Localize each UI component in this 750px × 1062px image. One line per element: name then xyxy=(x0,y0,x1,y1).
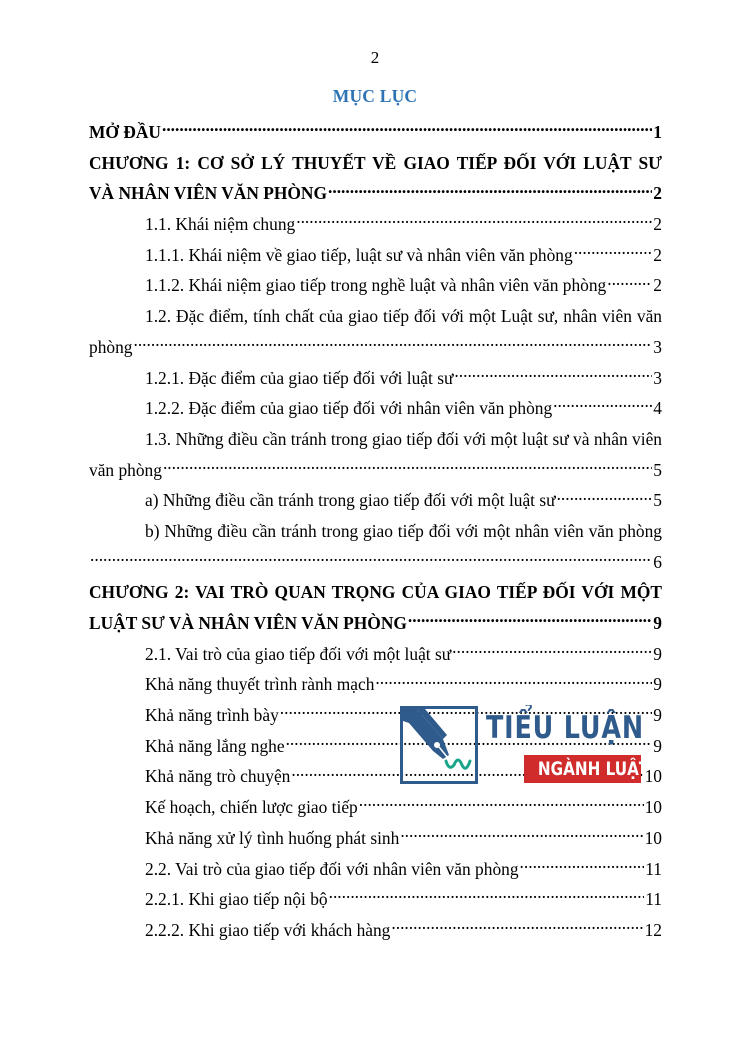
toc-entry-page: 9 xyxy=(653,674,662,695)
toc-entry-page: 10 xyxy=(644,797,662,818)
toc-entry-text: Khả năng lắng nghe xyxy=(145,735,285,756)
dot-leader xyxy=(400,826,643,843)
toc-entry-page: 11 xyxy=(645,858,662,879)
toc-entry-strategy[interactable] xyxy=(89,792,662,823)
logo-title: TIỂU LUẬN xyxy=(486,710,644,746)
toc-entry-1-3-b[interactable] xyxy=(89,516,662,547)
toc-entry-page: 9 xyxy=(653,735,662,756)
toc-entry-page: 2 xyxy=(653,214,662,235)
dot-leader xyxy=(162,121,652,138)
dot-leader xyxy=(452,642,652,659)
toc-entry-text: 1.1.1. Khái niệm về giao tiếp, luật sư và nhân viên văn phòng xyxy=(145,244,573,265)
toc-entry-page: 3 xyxy=(653,336,662,357)
toc-entry-page: 9 xyxy=(653,643,662,664)
toc-entry-text: 2.2.1. Khi giao tiếp nội bộ xyxy=(145,889,328,910)
toc-entry-page: 10 xyxy=(644,827,662,848)
fountain-pen-icon xyxy=(400,706,478,784)
toc-entry-text: 2.2.2. Khi giao tiếp với khách hàng xyxy=(145,919,391,940)
toc-entry-presentation[interactable] xyxy=(89,669,662,700)
toc-entry-page: 2 xyxy=(653,183,662,204)
toc-entry-1-2-cont[interactable] xyxy=(89,332,662,363)
toc-entry-page: 12 xyxy=(644,919,662,940)
dot-leader xyxy=(133,335,652,352)
logo-badge-text: NGÀNH LUẬT xyxy=(537,758,650,780)
toc-entry-text: MỞ ĐẦU xyxy=(89,122,161,142)
table-of-contents xyxy=(89,117,662,946)
toc-entry-chapter-1[interactable] xyxy=(89,148,662,179)
toc-entry-1-3-a[interactable] xyxy=(89,485,662,516)
toc-entry-page: 9 xyxy=(653,613,662,633)
toc-entry-1-3[interactable] xyxy=(89,424,662,455)
toc-entry-page: 9 xyxy=(653,705,662,726)
toc-entry-page: 3 xyxy=(653,367,662,388)
toc-entry-text: 1.1.2. Khái niệm giao tiếp trong nghề luật và nhân viên văn phòng xyxy=(145,275,607,296)
toc-entry-text: 1.2.2. Đặc điểm của giao tiếp đối với nhân viên văn phòng xyxy=(145,398,553,419)
toc-entry-chapter-2[interactable] xyxy=(89,577,662,608)
toc-entry-chapter-2-cont[interactable] xyxy=(89,608,662,639)
toc-entry-page: 11 xyxy=(645,889,662,910)
dot-leader xyxy=(454,366,652,383)
dot-leader xyxy=(408,612,652,629)
toc-entry-text: 1.3. Những điều cần tránh trong giao tiếp đối với một luật sư và nhân viên xyxy=(145,428,662,449)
dot-leader xyxy=(520,857,645,874)
toc-entry-chapter-1-cont[interactable] xyxy=(89,178,662,209)
toc-entry-1-1[interactable] xyxy=(89,209,662,240)
toc-entry-text: 2.2. Vai trò của giao tiếp đối với nhân viên văn phòng xyxy=(145,858,519,879)
dot-leader xyxy=(90,550,652,567)
toc-entry-text: 1.2. Đặc điểm, tính chất của giao tiếp đối với một Luật sư, nhân viên văn xyxy=(145,306,662,327)
dot-leader xyxy=(375,673,652,690)
watermark-logo xyxy=(400,705,650,785)
toc-entry-text: 1.2.1. Đặc điểm của giao tiếp đối với luật sư xyxy=(145,367,454,388)
dot-leader xyxy=(329,888,645,905)
toc-entry-situation-handling[interactable] xyxy=(89,823,662,854)
dot-leader xyxy=(553,397,652,414)
dot-leader xyxy=(607,274,652,291)
toc-entry-text: Khả năng trình bày xyxy=(145,705,279,726)
toc-entry-1-1-2[interactable] xyxy=(89,270,662,301)
toc-entry-text: VÀ NHÂN VIÊN VĂN PHÒNG xyxy=(89,183,328,204)
toc-entry-text: b) Những điều cần tránh trong giao tiếp đối với một nhân viên văn phòng xyxy=(145,520,662,541)
toc-entry-page: 5 xyxy=(653,459,662,480)
toc-entry-1-2[interactable] xyxy=(89,301,662,332)
dot-leader xyxy=(557,489,653,506)
toc-entry-page: 6 xyxy=(653,551,662,572)
logo-badge xyxy=(524,755,650,783)
toc-entry-mo-dau[interactable] xyxy=(89,117,662,148)
toc-entry-page: 2 xyxy=(653,275,662,296)
toc-entry-page: 4 xyxy=(653,398,662,419)
dot-leader xyxy=(574,243,653,260)
toc-entry-1-3-cont[interactable] xyxy=(89,455,662,486)
toc-entry-1-3-b-cont[interactable] xyxy=(89,547,662,578)
toc-entry-2-1[interactable] xyxy=(89,639,662,670)
toc-entry-page: 2 xyxy=(653,244,662,265)
toc-entry-text: Kế hoạch, chiến lược giao tiếp xyxy=(145,797,358,818)
toc-entry-text: a) Những điều cần tránh trong giao tiếp đối với một luật sư xyxy=(145,490,556,511)
dot-leader xyxy=(391,918,643,935)
toc-entry-text: Khả năng xử lý tình huống phát sinh xyxy=(145,827,400,848)
toc-entry-text: CHƯƠNG 1: CƠ SỞ LÝ THUYẾT VỀ GIAO TIẾP ĐỐI VỚI LUẬT SƯ xyxy=(89,152,662,173)
toc-entry-text: 1.1. Khái niệm chung xyxy=(145,214,296,235)
toc-entry-2-2[interactable] xyxy=(89,854,662,885)
toc-entry-2-2-2[interactable] xyxy=(89,915,662,946)
toc-entry-text: Khả năng trò chuyện xyxy=(145,766,291,787)
toc-title: MỤC LỤC xyxy=(332,86,418,106)
toc-entry-1-2-1[interactable] xyxy=(89,363,662,394)
toc-entry-text: văn phòng xyxy=(89,459,162,480)
toc-entry-1-1-1[interactable] xyxy=(89,240,662,271)
dot-leader xyxy=(163,458,652,475)
toc-entry-text: 2.1. Vai trò của giao tiếp đối với một luật sư xyxy=(145,643,452,664)
page-number: 2 xyxy=(370,48,380,67)
dot-leader xyxy=(296,213,652,230)
toc-entry-text: phòng xyxy=(89,336,133,357)
toc-entry-text: Khả năng thuyết trình rành mạch xyxy=(145,674,375,695)
dot-leader xyxy=(359,796,644,813)
toc-entry-text: CHƯƠNG 2: VAI TRÒ QUAN TRỌNG CỦA GIAO TIẾP ĐỐI VỚI MỘT xyxy=(89,582,662,603)
toc-entry-page: 5 xyxy=(653,490,662,511)
dot-leader xyxy=(328,182,652,199)
toc-entry-page: 10 xyxy=(644,766,662,787)
toc-entry-page: 1 xyxy=(653,122,662,142)
toc-entry-2-2-1[interactable] xyxy=(89,884,662,915)
toc-entry-text: LUẬT SƯ VÀ NHÂN VIÊN VĂN PHÒNG xyxy=(89,613,407,633)
toc-entry-1-2-2[interactable] xyxy=(89,393,662,424)
